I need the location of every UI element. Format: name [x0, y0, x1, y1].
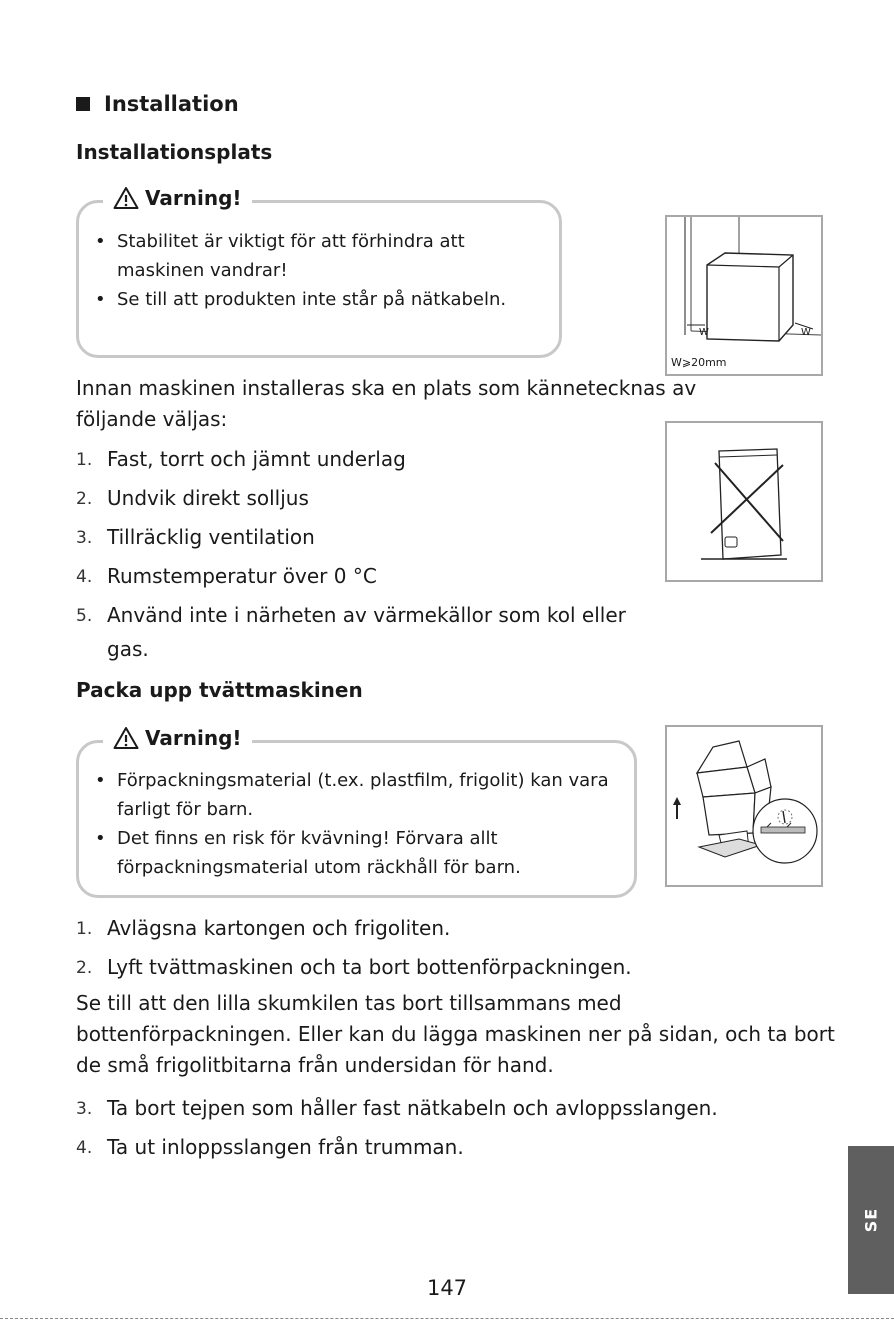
language-tab: [848, 1146, 894, 1294]
warning-item: • Se till att produkten inte står på nätkabeln.: [93, 285, 533, 314]
warning-title: Varning!: [145, 726, 242, 750]
list-item: 4. Rumstemperatur över 0 °C: [76, 564, 377, 588]
warning-header: [103, 186, 252, 210]
site-requirements-list: [76, 440, 636, 666]
clearance-label-left: W: [699, 327, 709, 338]
warning-item: • Det finns en risk för kvävning! Förvara allt förpackningsmaterial utom räckhåll för barn.: [93, 824, 623, 882]
warning-title: Varning!: [145, 186, 242, 210]
warning-triangle-icon: [113, 726, 139, 750]
page-number: 147: [426, 1276, 468, 1300]
unpack-note-text: Se till att den lilla skumkilen tas bort tillsammans med bottenförpackningen. Eller kan du lägga maskinen ner på sidan, och ta bort de små frigolitbitarna från undersidan för hand.: [76, 991, 835, 1077]
uneven-ground-figure: [665, 421, 823, 582]
unpack-heading: Packa upp tvättmaskinen: [76, 678, 363, 702]
warning-header: [103, 726, 252, 750]
list-item: 3. Tillräcklig ventilation: [76, 525, 315, 549]
crossed-out-tilted-washer-illustration: [667, 423, 821, 580]
clearance-figure: [665, 215, 823, 376]
list-item: 3. Ta bort tejpen som håller fast nätkabeln och avloppsslangen.: [76, 1096, 718, 1120]
warning-triangle-icon: [113, 186, 139, 210]
warning-list: [93, 227, 533, 314]
unpack-steps-list-a: [76, 909, 856, 987]
warning-item: • Stabilitet är viktigt för att förhindra att maskinen vandrar!: [93, 227, 533, 285]
unpacking-figure: [665, 725, 823, 887]
list-item: 5. Använd inte i närheten av värmekällor som kol eller gas.: [76, 603, 626, 661]
section-title: [76, 92, 239, 116]
section-title-text: Installation: [104, 92, 239, 116]
square-bullet-icon: [76, 97, 90, 111]
clearance-label-right: W: [801, 327, 811, 338]
list-item: 2. Lyft tvättmaskinen och ta bort bottenförpackningen.: [76, 955, 632, 979]
warning-box-stability: [76, 186, 562, 358]
box-lift-illustration: [667, 727, 821, 885]
list-item: 4. Ta ut inloppsslangen från trumman.: [76, 1135, 464, 1159]
bottom-divider: [0, 1318, 894, 1319]
list-item: 1. Fast, torrt och jämnt underlag: [76, 447, 406, 471]
unpack-steps-list-b: [76, 1089, 856, 1167]
site-intro-text: Innan maskinen installeras ska en plats som kännetecknas av följande väljas:: [76, 376, 697, 431]
language-tab-label: SE: [861, 1207, 881, 1233]
warning-item: • Förpackningsmaterial (t.ex. plastfilm, frigolit) kan vara farligt för barn.: [93, 766, 623, 824]
installation-site-heading: Installationsplats: [76, 140, 273, 164]
warning-box-packaging: [76, 726, 637, 898]
washer-clearance-illustration: [667, 217, 821, 374]
list-item: 1. Avlägsna kartongen och frigoliten.: [76, 916, 451, 940]
warning-list: [93, 766, 623, 882]
list-item: 2. Undvik direkt solljus: [76, 486, 309, 510]
clearance-caption: W⩾20mm: [671, 356, 727, 369]
